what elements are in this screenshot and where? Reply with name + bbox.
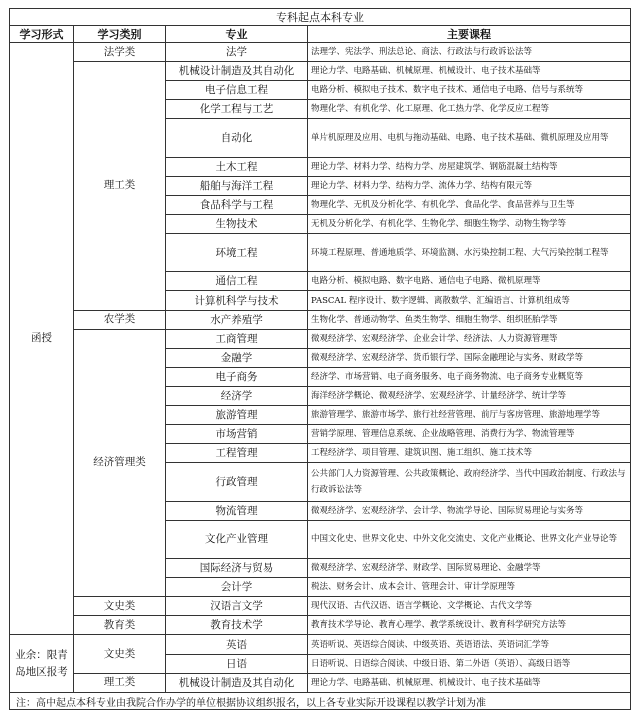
major-cell: 机械设计制造及其自动化 (166, 62, 308, 81)
major-cell: 市场营销 (166, 425, 308, 444)
courses-cell: 工程经济学、项目管理、建筑识图、施工组织、施工技术等 (308, 444, 631, 463)
courses-cell: PASCAL 程序设计、数字逻辑、离散数学、汇编语言、计算机组成等 (308, 291, 631, 310)
category-cell: 文史类 (74, 597, 166, 616)
table-row (10, 310, 631, 329)
major-cell: 汉语言文学 (166, 597, 308, 616)
table-row (10, 616, 631, 635)
major-cell: 电子信息工程 (166, 81, 308, 100)
study-mode-cell: 函授 (10, 43, 74, 635)
major-cell: 环境工程 (166, 234, 308, 272)
table-row (10, 62, 631, 81)
category-cell: 文史类 (74, 635, 166, 673)
major-cell: 生物技术 (166, 215, 308, 234)
major-cell: 自动化 (166, 119, 308, 157)
major-cell: 电子商务 (166, 367, 308, 386)
category-cell: 农学类 (74, 310, 166, 329)
study-mode-cell: 业余：限青岛地区报考 (10, 635, 74, 693)
courses-cell: 理论力学、电路基础、机械原理、机械设计、电子技术基础等 (308, 673, 631, 692)
courses-cell: 理论力学、电路基础、机械原理、机械设计、电子技术基础等 (308, 62, 631, 81)
category-cell: 教育类 (74, 616, 166, 635)
courses-cell: 中国文化史、世界文化史、中外文化交流史、文化产业概论、世界文化产业导论等 (308, 520, 631, 558)
courses-cell: 英语听说、英语综合阅读、中级英语、英语语法、英语词汇学等 (308, 635, 631, 654)
major-cell: 经济学 (166, 387, 308, 406)
major-cell: 化学工程与工艺 (166, 100, 308, 119)
courses-cell: 现代汉语、古代汉语、语言学概论、文学概论、古代文学等 (308, 597, 631, 616)
major-cell: 英语 (166, 635, 308, 654)
courses-cell: 单片机原理及应用、电机与拖动基础、电路、电子技术基础、微机原理及应用等 (308, 119, 631, 157)
header-row (10, 26, 631, 43)
note-row (10, 693, 631, 710)
table-row (10, 329, 631, 348)
major-cell: 国际经济与贸易 (166, 559, 308, 578)
major-cell: 物流管理 (166, 501, 308, 520)
major-cell: 工程管理 (166, 444, 308, 463)
major-cell: 船舶与海洋工程 (166, 176, 308, 195)
header-courses: 主要课程 (308, 26, 631, 43)
courses-cell: 理论力学、材料力学、结构力学、房屋建筑学、钢筋混凝土结构等 (308, 157, 631, 176)
major-cell: 文化产业管理 (166, 520, 308, 558)
table-row (10, 43, 631, 62)
courses-cell: 旅游管理学、旅游市场学、旅行社经营管理、前厅与客房管理、旅游地理学等 (308, 406, 631, 425)
table-body (10, 43, 631, 693)
footnote: 注：高中起点本科专业由我院合作办学的单位根据协议组织报名，以上各专业实际开设课程以教学计划为准 (10, 693, 631, 710)
category-cell: 理工类 (74, 62, 166, 310)
courses-cell: 公共部门人力资源管理、公共政策概论、政府经济学、当代中国政治制度、行政法与行政诉讼法等 (308, 463, 631, 501)
major-cell: 食品科学与工程 (166, 195, 308, 214)
courses-cell: 环境工程原理、普通地质学、环境监测、水污染控制工程、大气污染控制工程等 (308, 234, 631, 272)
courses-cell: 海洋经济学概论、微观经济学、宏观经济学、计量经济学、统计学等 (308, 387, 631, 406)
major-cell: 通信工程 (166, 272, 308, 291)
courses-cell: 物理化学、无机及分析化学、有机化学、食品化学、食品营养与卫生等 (308, 195, 631, 214)
title-row (10, 9, 631, 26)
majors-table (9, 8, 631, 710)
major-cell: 金融学 (166, 348, 308, 367)
header-major: 专业 (166, 26, 308, 43)
courses-cell: 无机及分析化学、有机化学、生物化学、细胞生物学、动物生物学等 (308, 215, 631, 234)
table-row (10, 635, 631, 654)
courses-cell: 电路分析、模拟电路、数字电路、通信电子电路、微机原理等 (308, 272, 631, 291)
major-cell: 水产养殖学 (166, 310, 308, 329)
major-cell: 会计学 (166, 578, 308, 597)
courses-cell: 法理学、宪法学、刑法总论、商法、行政法与行政诉讼法等 (308, 43, 631, 62)
major-cell: 机械设计制造及其自动化 (166, 673, 308, 692)
courses-cell: 日语听说、日语综合阅读、中级日语、第二外语（英语）、高级日语等 (308, 654, 631, 673)
table-title: 专科起点本科专业 (10, 9, 631, 26)
header-category: 学习类别 (74, 26, 166, 43)
major-cell: 法学 (166, 43, 308, 62)
courses-cell: 教育技术学导论、教育心理学、教学系统设计、教育科学研究方法等 (308, 616, 631, 635)
courses-cell: 微观经济学、宏观经济学、会计学、物流学导论、国际贸易理论与实务等 (308, 501, 631, 520)
header-mode: 学习形式 (10, 26, 74, 43)
courses-cell: 微观经济学、宏观经济学、企业会计学、经济法、人力资源管理等 (308, 329, 631, 348)
major-cell: 日语 (166, 654, 308, 673)
courses-cell: 物理化学、有机化学、化工原理、化工热力学、化学反应工程等 (308, 100, 631, 119)
courses-cell: 理论力学、材料力学、结构力学、流体力学、结构有限元等 (308, 176, 631, 195)
category-cell: 法学类 (74, 43, 166, 62)
courses-cell: 税法、财务会计、成本会计、管理会计、审计学原理等 (308, 578, 631, 597)
courses-cell: 电路分析、模拟电子技术、数字电子技术、通信电子电路、信号与系统等 (308, 81, 631, 100)
courses-cell: 营销学原理、管理信息系统、企业战略管理、消费行为学、物流管理等 (308, 425, 631, 444)
major-cell: 计算机科学与技术 (166, 291, 308, 310)
courses-cell: 微观经济学、宏观经济学、货币银行学、国际金融理论与实务、财政学等 (308, 348, 631, 367)
major-cell: 工商管理 (166, 329, 308, 348)
major-cell: 旅游管理 (166, 406, 308, 425)
courses-cell: 经济学、市场营销、电子商务服务、电子商务物流、电子商务专业概览等 (308, 367, 631, 386)
major-cell: 教育技术学 (166, 616, 308, 635)
table-row (10, 597, 631, 616)
major-cell: 土木工程 (166, 157, 308, 176)
category-cell: 理工类 (74, 673, 166, 692)
table-row (10, 673, 631, 692)
category-cell: 经济管理类 (74, 329, 166, 597)
courses-cell: 微观经济学、宏观经济学、财政学、国际贸易理论、金融学等 (308, 559, 631, 578)
major-cell: 行政管理 (166, 463, 308, 501)
courses-cell: 生物化学、普通动物学、鱼类生物学、细胞生物学、组织胚胎学等 (308, 310, 631, 329)
